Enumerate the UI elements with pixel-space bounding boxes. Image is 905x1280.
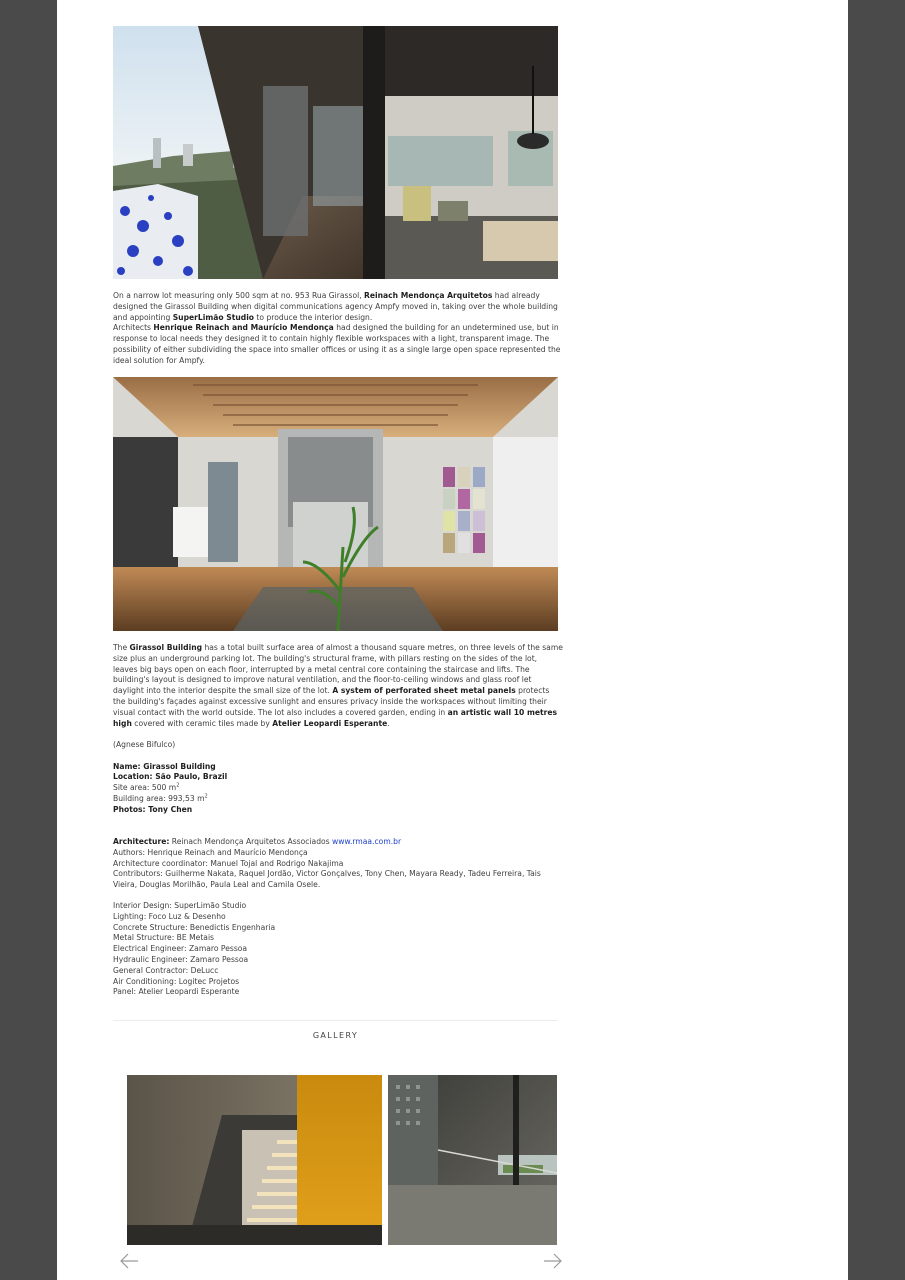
gallery-next-button[interactable] xyxy=(543,1252,563,1270)
team-line: Lighting: Foco Luz & Desenho xyxy=(113,911,226,921)
building-balcony-photo xyxy=(113,26,558,279)
intro-paragraph-2: Architects Henrique Reinach and Maurício Mendonça had designed the building for an undetermined use, but in response to local needs they designed it to contain highly flexible workspaces with a light, transparent image. The possibility of either subdividing the space into smaller offices or using it as a single large open space represented the ideal solution for Ampfy. xyxy=(113,323,561,365)
gallery-title: GALLERY xyxy=(312,1031,359,1040)
team-line: Hydraulic Engineer: Zamaro Pessoa xyxy=(113,954,249,964)
arrow-right-icon xyxy=(543,1252,563,1270)
interior-atrium-photo xyxy=(113,377,558,631)
rmaa-link[interactable]: www.rmaa.com.br xyxy=(332,837,402,846)
team-line: Metal Structure: BE Metais xyxy=(113,933,215,943)
photo-credit: Photos: Tony Chen xyxy=(113,804,193,814)
project-credits xyxy=(113,740,563,816)
site-area: Site area: 500 $m^2$ xyxy=(113,782,180,793)
team-line: Interior Design: SuperLimão Studio xyxy=(113,901,247,910)
article-page xyxy=(57,0,848,1280)
intro-paragraph-1: On a narrow lot measuring only 500 sqm at no. 953 Rua Girassol, Reinach Mendonça Arquitetos had already designed the Girassol Building when digital communications agency Ampfy moved in, taking over the whole building and appointing SuperLimão Studio to produce the interior design. xyxy=(113,291,558,322)
intro-text xyxy=(113,291,563,367)
team-line: General Contractor: DeLucc xyxy=(113,965,219,975)
architecture-credits xyxy=(113,837,563,891)
team-line: Air Conditioning: Logitec Projetos xyxy=(113,976,240,986)
team-line: Concrete Structure: Benedictis Engenharia xyxy=(113,922,276,932)
team-line: Panel: Atelier Leopardi Esperante xyxy=(113,987,240,997)
body-paragraph: The Girassol Building has a total built surface area of almost a thousand square metres, on three levels of the same size plus an underground parking lot. The building's structural frame, with pillars resting on the sides of the lot, leaves big bays open on each floor, interrupted by a metal central core containing the staircase and lifts. The building's layout is designed to improve natural ventilation, and the floor-to-ceiling windows and glass roof let daylight into the interior despite the small size of the lot. A system of perforated sheet metal panels protects the building's façades against excessive sunlight and ensures privacy inside the workspaces without limiting their visual contact with the world outside. The lot also includes a covered garden, ending in an artistic wall 10 metres high covered with ceramic tiles made by Atelier Leopardi Esperante. xyxy=(113,643,563,728)
project-location: Location: São Paulo, Brazil xyxy=(113,772,228,782)
gallery-divider xyxy=(113,1020,558,1021)
author-credit: (Agnese Bifulco) xyxy=(113,740,176,749)
body-text xyxy=(113,643,563,729)
team-line: Electrical Engineer: Zamaro Pessoa xyxy=(113,944,248,954)
building-area: Building area: 993,53 $m^2$ xyxy=(113,793,208,803)
authors-line: Authors: Henrique Reinach and Maurício Mendonça xyxy=(113,847,308,857)
team-credits xyxy=(113,901,563,998)
coordinator-line: Architecture coordinator: Manuel Tojal and Rodrigo Nakajima xyxy=(113,858,344,868)
gallery-image-stairs[interactable] xyxy=(127,1075,382,1245)
contributors-line: Contributors: Guilherme Nakata, Raquel Jordão, Victor Gonçalves, Tony Chen, Mayara Ready, Tadeu Ferreira, Tais Vieira, Douglas Morilhão, Paula Leal and Camila Osele. xyxy=(113,869,541,890)
architecture-line: Architecture: Reinach Mendonça Arquitetos Associados www.rmaa.com.br xyxy=(113,837,402,846)
gallery-image-interior[interactable] xyxy=(388,1075,557,1245)
gallery-prev-button[interactable] xyxy=(119,1252,139,1270)
arrow-left-icon xyxy=(119,1252,139,1270)
project-name: Name: Girassol Building xyxy=(113,761,216,771)
